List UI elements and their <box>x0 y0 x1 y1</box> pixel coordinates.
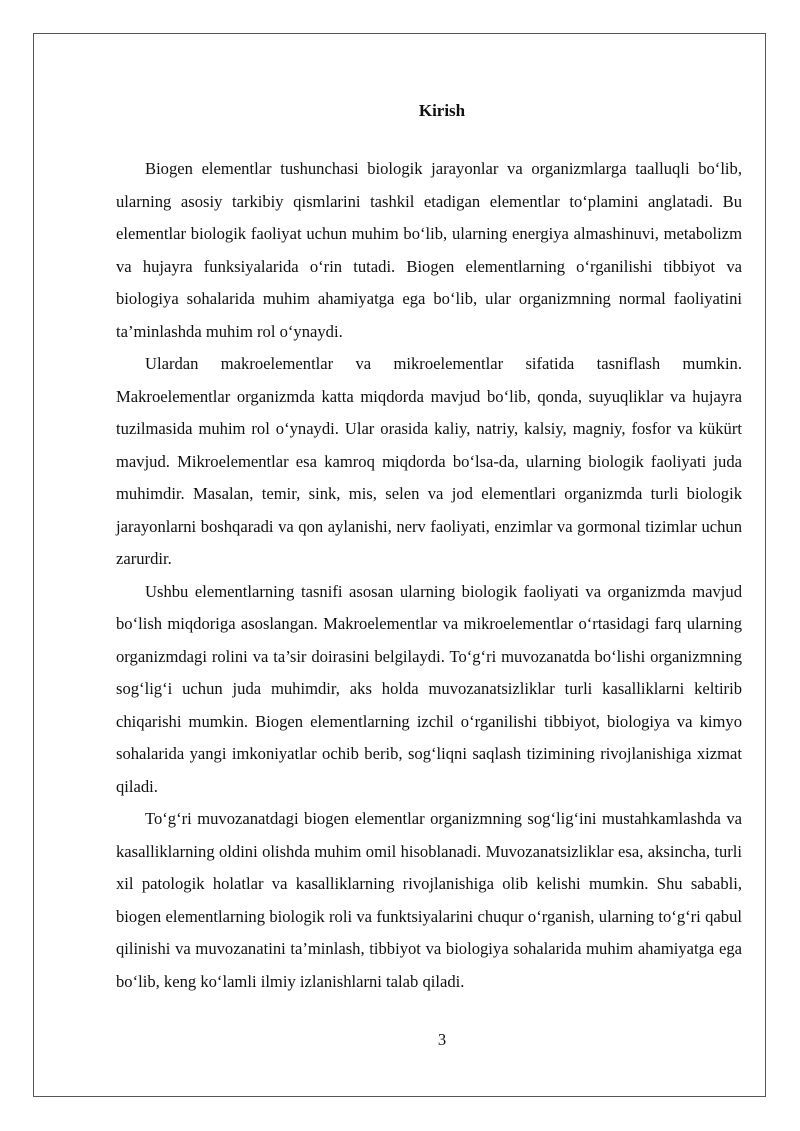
page-number: 3 <box>437 1030 447 1049</box>
paragraph-4: To‘g‘ri muvozanatdagi biogen elementlar organizmning sog‘lig‘ini mustahkamlashda va kasalliklarning oldini olishda muhim omil hisoblanadi. Muvozanatsizliklar esa, aksincha, turli xil patologik holatlar va kasalliklarning rivojlanishiga olib kelishi mumkin. Shu sababli, biogen elementlarning biologik roli va funktsiyalarini chuqur o‘rganish, ularning to‘g‘ri qabul qilinishi va muvozanatini ta’minlash, tibbiyot va biologiya sohalarida muhim ahamiyatga ega bo‘lib, keng ko‘lamli ilmiy izlanishlarni talab qiladi. <box>116 809 742 991</box>
paragraph-2: Ulardan makroelementlar va mikroelementlar sifatida tasniflash mumkin. Makroelementlar organizmda katta miqdorda mavjud bo‘lib, qonda, suyuqliklar va hujayra tuzilmasida muhim rol o‘ynaydi. Ular orasida kaliy, natriy, kalsiy, magniy, fosfor va kükürt mavjud. Mikroelementlar esa kamroq miqdorda bo‘lsa-da, ularning biologik faoliyati juda muhimdir. Masalan, temir, sink, mis, selen va jod elementlari organizmda turli biologik jarayonlarni boshqaradi va qon aylanishi, nerv faoliyati, enzimlar va gormonal tizimlar uchun zarurdir. <box>116 354 742 568</box>
body-text <box>116 153 742 998</box>
paragraph-1: Biogen elementlar tushunchasi biologik jarayonlar va organizmlarga taalluqli bo‘lib, ularning asosiy tarkibiy qismlarini tashkil etadigan elementlar to‘plamini anglatadi. Bu elementlar biologik faoliyat uchun muhim bo‘lib, ularning energiya almashinuvi, metabolizm va hujayra funksiyalarida o‘rin tutadi. Biogen elementlarning o‘rganilishi tibbiyot va biologiya sohalarida muhim ahamiyatga ega bo‘lib, ular organizmning normal faoliyatini ta’minlashda muhim rol o‘ynaydi. <box>116 159 742 341</box>
paragraph-3: Ushbu elementlarning tasnifi asosan ularning biologik faoliyati va organizmda mavjud bo‘lish miqdoriga asoslangan. Makroelementlar va mikroelementlar o‘rtasidagi farq ularning organizmdagi rolini va ta’sir doirasini belgilaydi. To‘g‘ri muvozanatda bo‘lishi organizmning sog‘lig‘i uchun juda muhimdir, aks holda muvozanatsizliklar turli kasalliklarni keltirib chiqarishi mumkin. Biogen elementlarning izchil o‘rganilishi tibbiyot, biologiya va kimyo sohalarida yangi imkoniyatlar ochib berib, sog‘liqni saqlash tizimining rivojlanishiga xizmat qiladi. <box>116 581 742 796</box>
section-heading: Kirish <box>418 101 466 120</box>
